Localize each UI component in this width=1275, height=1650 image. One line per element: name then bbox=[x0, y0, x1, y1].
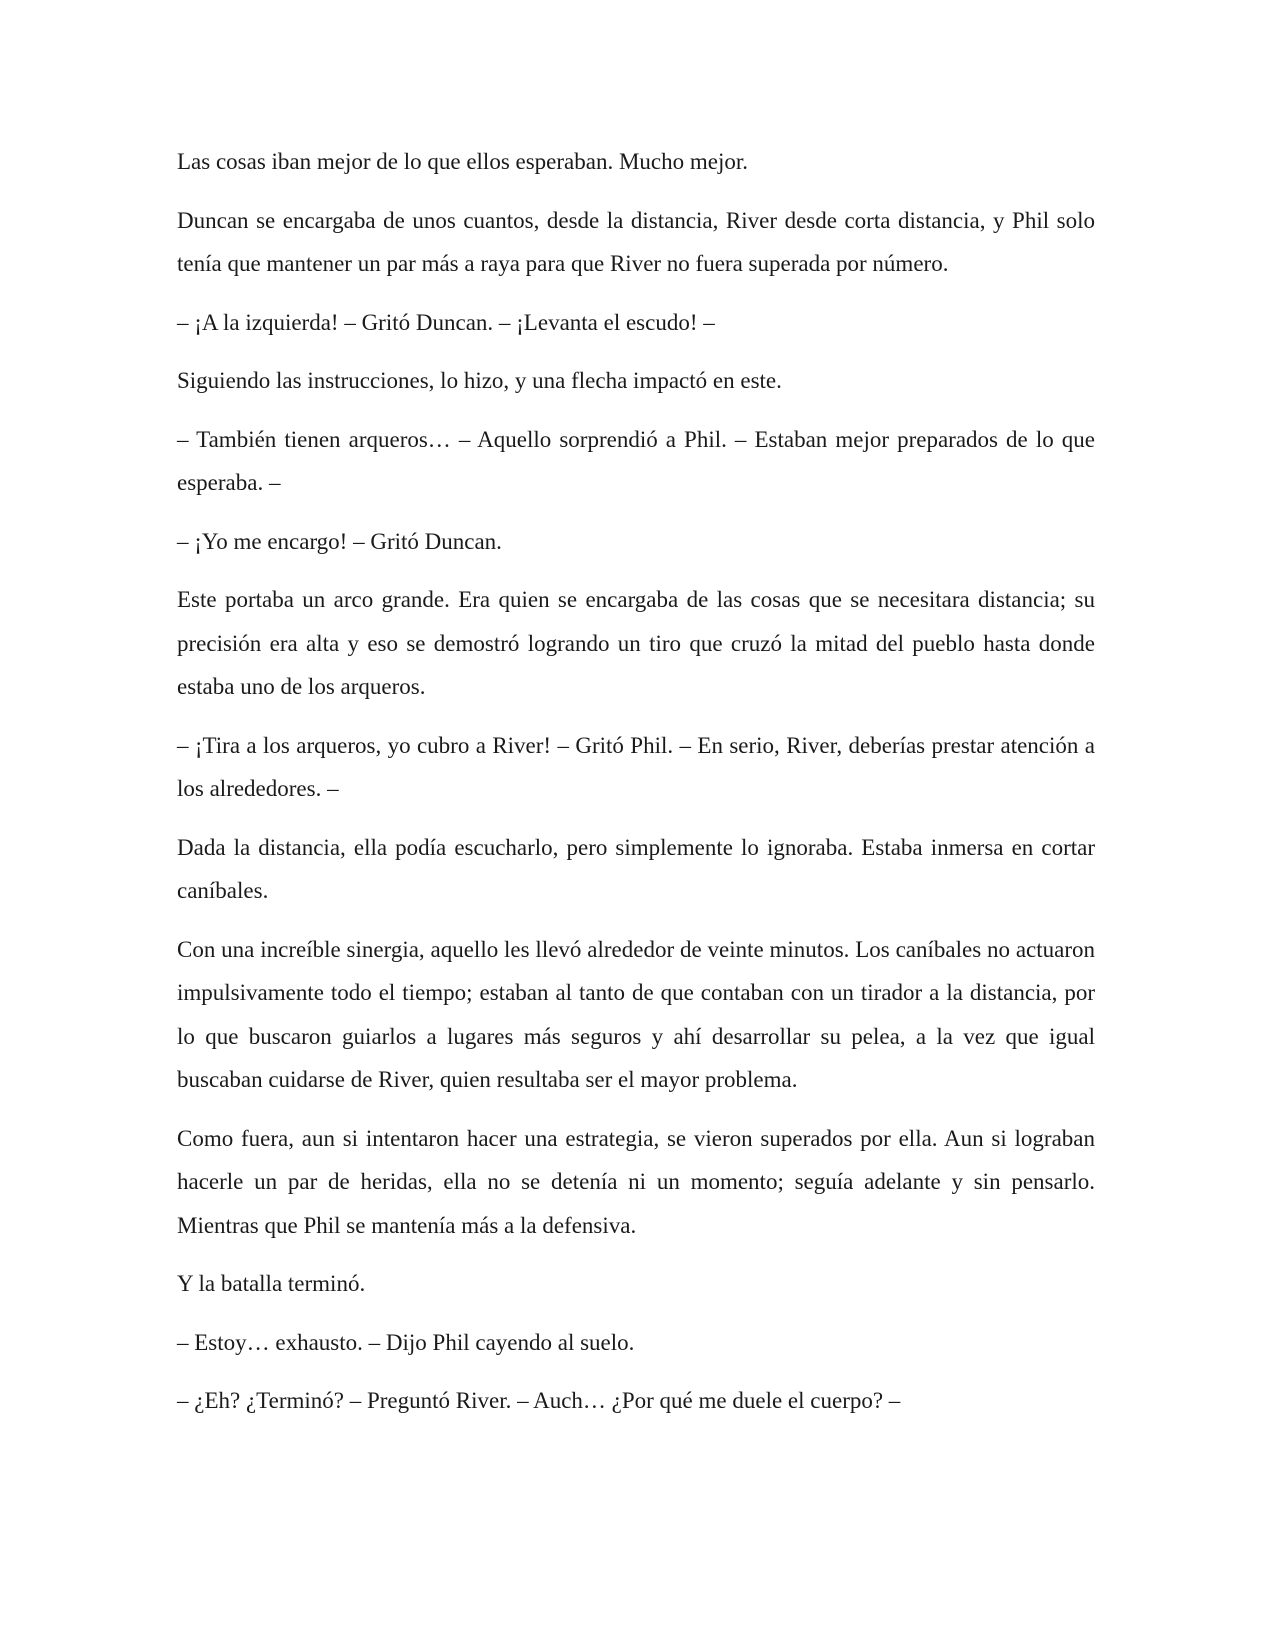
paragraph-8: – ¡Tira a los arqueros, yo cubro a River! – Gritó Phil. – En serio, River, deberías prestar atención a los alrededores. – bbox=[177, 732, 1095, 801]
paragraph-9: Dada la distancia, ella podía escucharlo, pero simplemente lo ignoraba. Estaba inmersa en cortar caníbales. bbox=[177, 834, 1095, 903]
paragraph-3: – ¡A la izquierda! – Gritó Duncan. – ¡Levanta el escudo! – bbox=[177, 309, 715, 335]
paragraph-5: – También tienen arqueros… – Aquello sorprendió a Phil. – Estaban mejor preparados de lo que esperaba. – bbox=[177, 426, 1095, 495]
paragraph-14: – ¿Eh? ¿Terminó? – Preguntó River. – Auch… ¿Por qué me duele el cuerpo? – bbox=[177, 1388, 901, 1413]
paragraph-4: Siguiendo las instrucciones, lo hizo, y una flecha impactó en este. bbox=[177, 368, 782, 393]
paragraph-1: Las cosas iban mejor de lo que ellos esperaban. Mucho mejor. bbox=[177, 149, 749, 174]
paragraph-2: Duncan se encargaba de unos cuantos, desde la distancia, River desde corta distancia, y Phil solo tenía que mantener un par más a raya para que River no fuera superada por número. bbox=[177, 207, 1095, 276]
document-body bbox=[177, 140, 1095, 1438]
paragraph-10: Con una increíble sinergia, aquello les llevó alrededor de veinte minutos. Los caníbales no actuaron impulsivamente todo el tiempo; estaban al tanto de que contaban con un tirador a la distancia, por lo que buscaron guiarlos a lugares más seguros y ahí desarrollar su pelea, a la vez que igual buscaban cuidarse de River, quien resultaba ser el mayor problema. bbox=[177, 936, 1095, 1092]
paragraph-7: Este portaba un arco grande. Era quien se encargaba de las cosas que se necesitara distancia; su precisión era alta y eso se demostró logrando un tiro que cruzó la mitad del pueblo hasta donde estaba uno de los arqueros. bbox=[177, 587, 1095, 699]
paragraph-6: – ¡Yo me encargo! – Gritó Duncan. bbox=[177, 528, 502, 554]
paragraph-13: – Estoy… exhausto. – Dijo Phil cayendo al suelo. bbox=[177, 1329, 635, 1355]
paragraph-11: Como fuera, aun si intentaron hacer una estrategia, se vieron superados por ella. Aun si lograban hacerle un par de heridas, ella no se detenía ni un momento; seguía adelante y sin pensarlo. Mientras que Phil se mantenía más a la defensiva. bbox=[177, 1125, 1095, 1238]
paragraph-12: Y la batalla terminó. bbox=[177, 1271, 366, 1296]
